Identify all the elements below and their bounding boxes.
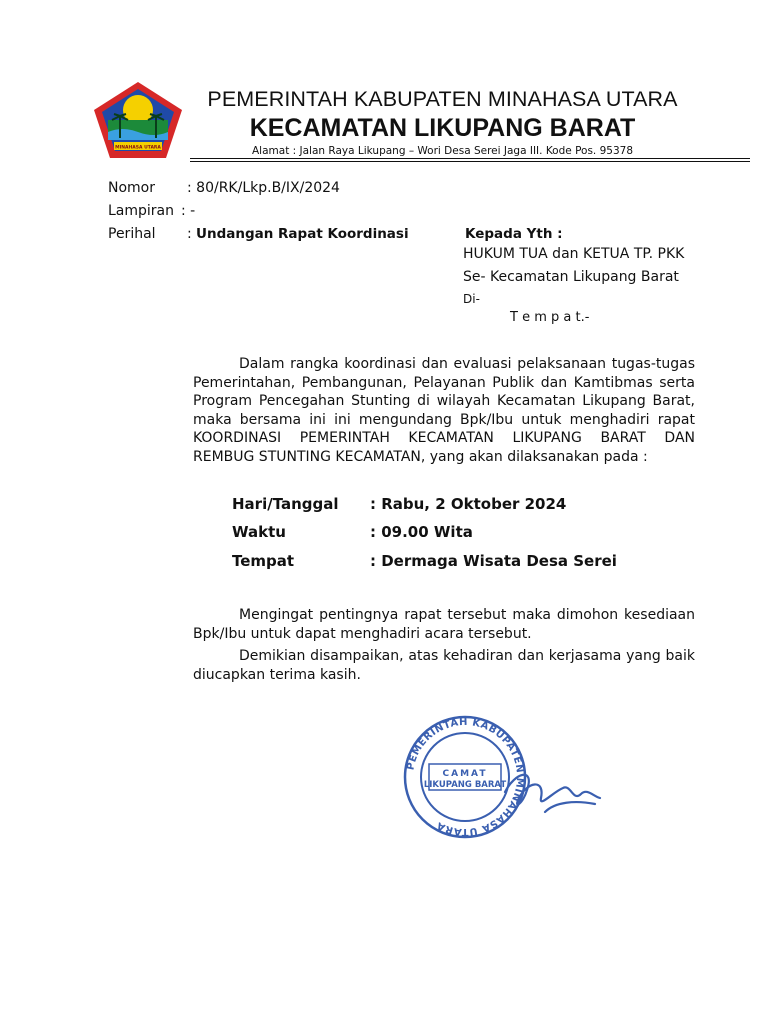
lampiran-value: : -: [181, 203, 196, 219]
paragraph-closing: Demikian disampaikan, atas kehadiran dan kerjasama yang baik diucapkan terima kasih.: [193, 648, 695, 683]
recipient-line-1: HUKUM TUA dan KETUA TP. PKK: [463, 246, 685, 262]
nomor-value: : 80/RK/Lkp.B/IX/2024: [187, 180, 340, 196]
office-address: Alamat : Jalan Raya Likupang – Wori Desa Serei Jaga III. Kode Pos. 95378: [252, 145, 633, 157]
perihal-label: Perihal: [108, 226, 156, 242]
logo-banner: MINAHASA UTARA: [115, 145, 161, 151]
perihal-value: Undangan Rapat Koordinasi: [196, 226, 409, 242]
stamp-ring-text: PEMERINTAH KABUPATEN MINAHASA UTARA: [405, 716, 526, 838]
recipient-line-3: Di-: [463, 292, 480, 306]
kepada-label: Kepada Yth :: [465, 226, 563, 242]
office-title: KECAMATAN LIKUPANG BARAT: [249, 114, 636, 142]
lampiran-label: Lampiran: [108, 203, 175, 219]
detail-value-place: : Dermaga Wisata Desa Serei: [370, 552, 617, 570]
detail-value-date: : Rabu, 2 Oktober 2024: [370, 495, 567, 513]
header-rule-thick: [190, 158, 750, 159]
detail-label-place: Tempat: [232, 552, 295, 570]
official-stamp: [395, 712, 615, 842]
detail-value-time: : 09.00 Wita: [370, 523, 473, 541]
header-rule-thin: [190, 161, 750, 162]
paragraph-request: Mengingat pentingnya rapat tersebut maka dimohon kesediaan Bpk/Ibu untuk dapat menghadiri acara tersebut.: [193, 607, 695, 642]
detail-label-date: Hari/Tanggal: [232, 495, 339, 513]
perihal-colon: :: [187, 226, 192, 242]
paragraph-intro: Dalam rangka koordinasi dan evaluasi pelaksanaan tugas-tugas Pemerintahan, Pembangunan, Pelayanan Publik dan Kamtibmas serta Program Pencegahan Stunting di wilayah Kecamatan Likupang Barat, maka bersama ini ini mengundang Bpk/Ibu untuk menghadiri rapat KOORDINASI PEMERINTAH KECAMATAN LIKUPANG BARAT DAN REMBUG STUNTING KECAMATAN, yang akan dilaksanakan pada :: [193, 356, 695, 465]
government-title: PEMERINTAH KABUPATEN MINAHASA UTARA: [207, 87, 678, 111]
recipient-line-4: T e m p a t.-: [510, 310, 590, 325]
detail-label-time: Waktu: [232, 523, 286, 541]
stamp-line-2: LIKUPANG BARAT: [423, 780, 507, 790]
stamp-line-1: CAMAT: [442, 769, 488, 779]
recipient-line-2: Se- Kecamatan Likupang Barat: [463, 269, 679, 285]
nomor-label: Nomor: [108, 180, 155, 196]
regency-logo: [92, 80, 184, 160]
